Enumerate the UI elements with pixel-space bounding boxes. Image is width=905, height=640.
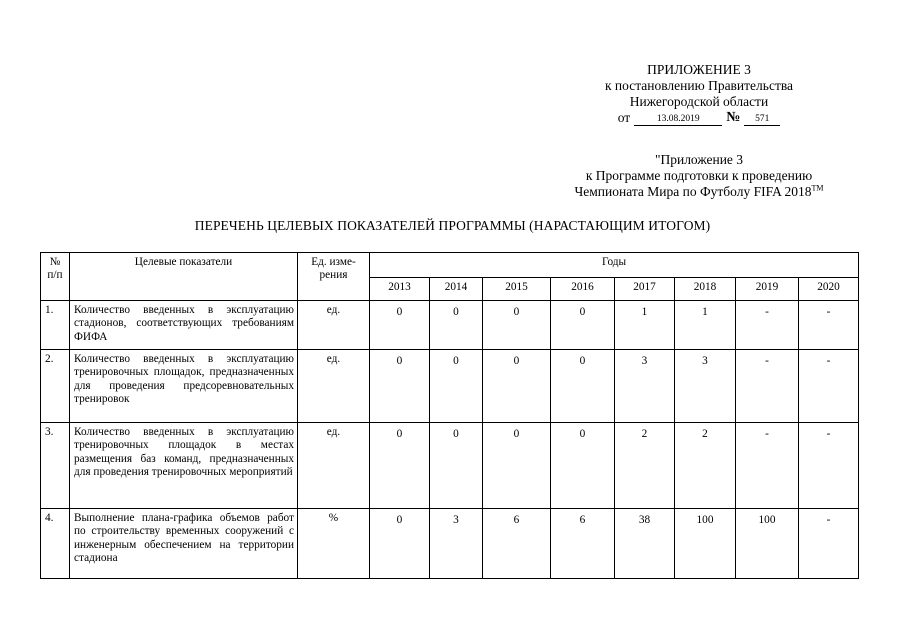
row-indicator: Количество введенных в эксплуатацию тренировочных площадок, предназначенных для проведения предсоревновательных тренировок: [70, 350, 298, 423]
row-indicator: Количество введенных в эксплуатацию тренировочных площадок в местах размещения баз команд, предназначенных для проведения тренировочных мероприятий: [70, 423, 298, 509]
row-value: 0: [551, 423, 615, 509]
row-value: -: [799, 509, 859, 579]
indicators-table: [40, 252, 859, 579]
row-value: -: [736, 301, 799, 350]
table-row: [41, 350, 859, 423]
program-line-3-text: Чемпионата Мира по Футболу FIFA 2018: [574, 184, 812, 199]
row-value: 3: [615, 350, 675, 423]
row-value: 38: [615, 509, 675, 579]
row-unit: %: [298, 509, 370, 579]
row-unit: ед.: [298, 423, 370, 509]
row-value: -: [799, 301, 859, 350]
program-line-3: [520, 184, 878, 200]
row-value: 0: [370, 509, 430, 579]
number-sign: №: [726, 110, 741, 125]
row-value: 0: [370, 350, 430, 423]
table-row: [41, 509, 859, 579]
header-number: № п/п: [41, 253, 70, 301]
row-indicator: Количество введенных в эксплуатацию стадионов, соответствующих требованиям ФИФА: [70, 301, 298, 350]
from-label: от: [617, 110, 631, 125]
document-title: ПЕРЕЧЕНЬ ЦЕЛЕВЫХ ПОКАЗАТЕЛЕЙ ПРОГРАММЫ (НАРАСТАЮЩИМ ИТОГОМ): [194, 218, 711, 233]
row-value: 0: [370, 301, 430, 350]
resolution-number: 571: [744, 114, 780, 126]
year-header: 2013: [370, 278, 430, 301]
row-value: 2: [675, 423, 736, 509]
row-value: 0: [483, 301, 551, 350]
appendix-header: [520, 62, 878, 126]
row-value: -: [799, 423, 859, 509]
row-number: 4.: [41, 509, 70, 579]
row-value: 0: [430, 301, 483, 350]
row-value: 1: [615, 301, 675, 350]
header-years: Годы: [370, 253, 859, 278]
year-header: 2018: [675, 278, 736, 301]
row-value: -: [736, 350, 799, 423]
row-value: 100: [675, 509, 736, 579]
resolution-date: 13.08.2019: [634, 114, 722, 126]
row-value: 3: [430, 509, 483, 579]
row-unit: ед.: [298, 350, 370, 423]
appendix-title: ПРИЛОЖЕНИЕ 3: [647, 62, 751, 77]
row-number: 1.: [41, 301, 70, 350]
year-header: 2016: [551, 278, 615, 301]
program-appendix-title: "Приложение 3: [654, 152, 744, 167]
row-number: 3.: [41, 423, 70, 509]
appendix-line-region: Нижегородской области: [629, 94, 769, 109]
program-line-2: к Программе подготовки к проведению: [585, 168, 813, 183]
row-number: 2.: [41, 350, 70, 423]
row-value: 3: [675, 350, 736, 423]
year-header: 2014: [430, 278, 483, 301]
row-value: 0: [483, 423, 551, 509]
row-value: 2: [615, 423, 675, 509]
trademark-mark: TM: [811, 183, 824, 193]
header-indicator: Целевые показатели: [70, 253, 298, 301]
row-value: -: [736, 423, 799, 509]
header-unit: Ед. изме-рения: [298, 253, 370, 301]
year-header: 2019: [736, 278, 799, 301]
year-header: 2017: [615, 278, 675, 301]
row-value: 100: [736, 509, 799, 579]
program-header: [520, 152, 878, 200]
row-indicator: Выполнение плана-графика объемов работ по строительству временных сооружений с инженерным обеспечением на территории стадиона: [70, 509, 298, 579]
row-value: 0: [483, 350, 551, 423]
year-header: 2015: [483, 278, 551, 301]
row-value: 0: [551, 301, 615, 350]
row-value: 0: [370, 423, 430, 509]
resolution-date-number: [618, 110, 781, 126]
row-value: 1: [675, 301, 736, 350]
year-header: 2020: [799, 278, 859, 301]
row-value: 0: [430, 423, 483, 509]
row-value: 6: [483, 509, 551, 579]
row-value: -: [799, 350, 859, 423]
row-value: 6: [551, 509, 615, 579]
appendix-line-government: к постановлению Правительства: [604, 78, 794, 93]
row-value: 0: [430, 350, 483, 423]
row-unit: ед.: [298, 301, 370, 350]
table-row: [41, 423, 859, 509]
table-row: [41, 301, 859, 350]
row-value: 0: [551, 350, 615, 423]
